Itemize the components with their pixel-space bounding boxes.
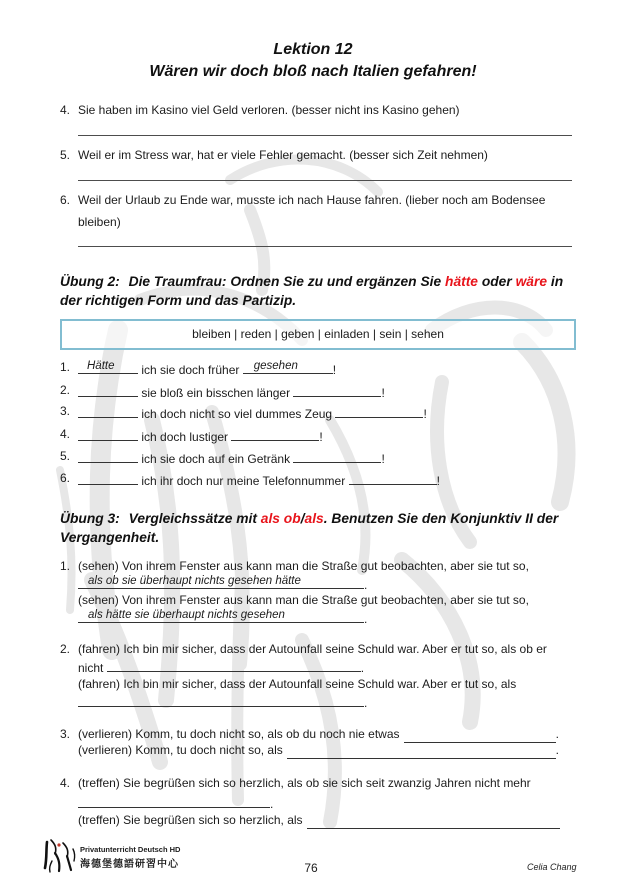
answer-blank — [307, 814, 560, 829]
exercise3-answer-row — [78, 657, 364, 676]
highlight-word: wäre — [515, 274, 548, 289]
answer-line — [78, 246, 572, 247]
exercise1-item-number: 5. — [60, 148, 71, 162]
exercise1-item-text: Sie haben im Kasino viel Geld verloren. (besser nicht ins Kasino gehen) — [78, 103, 460, 117]
exercise2-item — [78, 448, 385, 467]
exercise3-answer-row — [78, 608, 367, 627]
exercise3-prompt: (fahren) Ich bin mir sicher, dass der Autounfall seine Schuld war. Aber er tut so, als ob er — [78, 642, 547, 656]
exercise3-answer-row — [78, 793, 273, 812]
participle-blank — [293, 448, 381, 463]
exercise3-item-number: 1. — [60, 559, 71, 573]
school-name: Privatunterricht Deutsch HD — [80, 845, 181, 854]
exercise3-answer-row — [78, 742, 559, 759]
highlight-word: hätte — [445, 274, 478, 289]
verb-blank — [78, 470, 138, 485]
exercise1-item-number: 6. — [60, 193, 71, 207]
sentence-text: sie bloß ein bisschen länger — [141, 386, 291, 400]
answer-blank — [107, 657, 361, 672]
exercise2-item-number: 1. — [60, 360, 71, 374]
verb-blank — [78, 382, 138, 397]
exercise2-item-number: 5. — [60, 449, 71, 463]
exercise1-item-text-continued: bleiben) — [78, 215, 121, 229]
answer-blank — [78, 692, 364, 707]
sentence-end: . — [364, 612, 368, 626]
sentence-end: ! — [319, 430, 323, 444]
sentence-end: ! — [332, 363, 337, 377]
exercise3-prompt: (treffen) Sie begrüßen sich so herzlich, als ob sie sich seit zwanzig Jahren nicht mehr — [78, 776, 531, 790]
verb-blank — [78, 403, 138, 418]
sentence-end: ! — [436, 474, 440, 488]
exercise2-item-number: 2. — [60, 383, 71, 397]
sentence-text: ich sie doch früher — [141, 363, 240, 377]
author-name: Celia Chang — [527, 862, 577, 872]
exercise2-heading-line2: der richtigen Form und das Partizip. — [60, 293, 297, 308]
sentence-end: . — [364, 696, 368, 710]
sentence-text: ich doch lustiger — [141, 430, 229, 444]
answer-blank — [287, 744, 556, 759]
exercise3-prompt: (verlieren) Komm, tu doch nicht so, als ob du noch nie etwas — [78, 727, 400, 741]
school-name-chinese: 海德堡德語研習中心 — [80, 859, 179, 870]
sentence-end: . — [270, 797, 274, 811]
prompt-continuation: nicht — [78, 661, 104, 675]
exercise2-item-number: 6. — [60, 471, 71, 485]
exercise2-item — [78, 426, 323, 445]
sentence-end: ! — [423, 407, 427, 421]
exercise2-label: Übung 2: — [60, 274, 120, 289]
sentence-end: . — [555, 727, 559, 741]
sentence-end: . — [360, 661, 365, 675]
example-answer: als hätte sie überhaupt nichts gesehen — [88, 609, 285, 621]
heading-slash: / — [300, 511, 305, 526]
exercise3-prompt: (treffen) Sie begrüßen sich so herzlich, als — [78, 813, 303, 827]
lesson-number: Lektion 12 — [273, 41, 353, 58]
participle-blank — [293, 382, 381, 397]
sentence-text: ich ihr doch nur meine Telefonnummer — [141, 474, 346, 488]
heading-text: Die Traumfrau: Ordnen Sie zu und ergänzen Sie — [128, 274, 442, 289]
sentence-text: ich sie doch auf ein Getränk — [141, 452, 291, 466]
sentence-end: . — [364, 578, 368, 592]
exercise3-heading-line2: Vergangenheit. — [60, 530, 160, 545]
participle-blank — [243, 359, 333, 374]
heading-text: oder — [481, 274, 512, 289]
participle-blank — [335, 403, 423, 418]
exercise3-prompt: (sehen) Von ihrem Fenster aus kann man die Straße gut beobachten, aber sie tut so, — [78, 593, 529, 607]
heading-text: in — [550, 274, 564, 289]
answer-line — [78, 135, 572, 136]
exercise3-item-number: 2. — [60, 642, 71, 656]
exercise1-item-text: Weil er im Stress war, hat er viele Fehler gemacht. (besser sich Zeit nehmen) — [78, 148, 488, 162]
exercise3-item-number: 4. — [60, 776, 71, 790]
exercise2-item — [78, 382, 385, 401]
highlight-word: als ob — [260, 511, 301, 526]
participle-blank — [349, 470, 437, 485]
sentence-text: ich doch nicht so viel dummes Zeug — [141, 407, 333, 421]
exercise2-item-number: 4. — [60, 427, 71, 441]
exercise1-item-number: 4. — [60, 103, 71, 117]
exercise3-label: Übung 3: — [60, 511, 120, 526]
exercise3-answer-row — [78, 812, 560, 829]
answer-blank — [404, 728, 556, 743]
sentence-end: . — [555, 743, 559, 757]
exercise3-prompt: (verlieren) Komm, tu doch nicht so, als — [78, 743, 283, 757]
exercise2-item — [78, 470, 440, 489]
exercise3-item-number: 3. — [60, 727, 71, 741]
answer-blank — [78, 608, 364, 623]
school-logo-icon — [40, 837, 78, 875]
answer-blank — [78, 793, 270, 808]
word-bank-box — [60, 319, 576, 350]
exercise2-item — [78, 403, 427, 422]
exercise3-heading — [60, 509, 558, 528]
exercise3-prompt: (sehen) Von ihrem Fenster aus kann man die Straße gut beobachten, aber sie tut so, — [78, 559, 529, 573]
example-answer: als ob sie überhaupt nichts gesehen hätte — [88, 575, 301, 587]
word-bank-text: bleiben | reden | geben | einladen | sein | sehen — [192, 327, 444, 341]
exercise3-answer-row — [78, 692, 367, 711]
lesson-title: Wären wir doch bloß nach Italien gefahren! — [149, 63, 477, 80]
verb-blank — [78, 426, 138, 441]
heading-text: . Benutzen Sie den Konjunktiv II der — [323, 511, 559, 526]
exercise2-heading — [60, 272, 563, 291]
exercise3-answer-row — [78, 726, 559, 743]
answer-blank — [78, 574, 364, 589]
exercise1-item-text: Weil der Urlaub zu Ende war, musste ich nach Hause fahren. (lieber noch am Bodensee — [78, 193, 546, 207]
heading-text: Vergleichssätze mit — [128, 511, 257, 526]
page-number: 76 — [304, 861, 318, 875]
sentence-end: ! — [381, 386, 385, 400]
exercise2-item — [78, 359, 336, 378]
verb-blank — [78, 448, 138, 463]
exercise2-item-number: 3. — [60, 404, 71, 418]
answer-line — [78, 180, 572, 181]
exercise3-prompt: (fahren) Ich bin mir sicher, dass der Autounfall seine Schuld war. Aber er tut so, als — [78, 677, 517, 691]
exercise3-answer-row — [78, 574, 367, 593]
verb-blank — [78, 359, 138, 374]
sentence-end: ! — [381, 452, 385, 466]
participle-answer: gesehen — [253, 360, 298, 372]
highlight-word: als — [304, 511, 324, 526]
verb-answer: Hätte — [87, 360, 115, 372]
participle-blank — [231, 426, 319, 441]
